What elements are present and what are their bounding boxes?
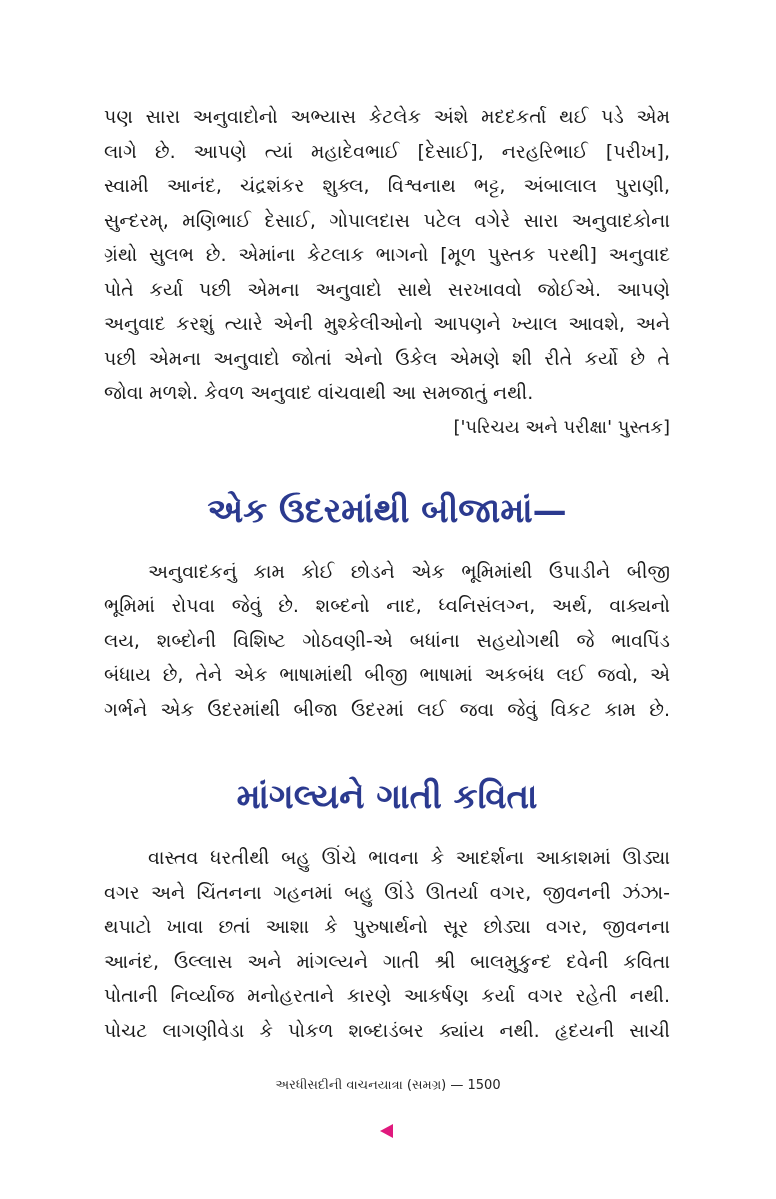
text-line: પણ સારા અનુવાદોનો અભ્યાસ કેટલેક અંશે મદદકર્તા થઈ પડે એમ — [104, 106, 670, 128]
mangalya-paragraph — [104, 841, 670, 1048]
udar-paragraph — [104, 555, 670, 728]
text-line: ગ્રંથો સુલભ છે. એમાંના કેટલાક ભાગનો [મૂળ પુસ્તક પરથી] અનુવાદ — [104, 244, 670, 266]
text-line: ગર્ભને એક ઉદરમાંથી બીજા ઉદરમાં લઈ જવા જેવું વિકટ કામ છે. — [104, 698, 670, 721]
text-line: આનંદ, ઉલ્લાસ અને માંગલ્યને ગાતી શ્રી બાલમુકુન્દ દવેની કવિતા — [104, 950, 670, 973]
text-line: પોતે કર્યા પછી એમના અનુવાદો સાથે સરખાવવો જોઈએ. આપણે — [104, 278, 670, 301]
text-line: થપાટો ખાવા છતાં આશા કે પુરુષાર્થનો સૂર છોડ્યા વગર, જીવનના — [104, 916, 670, 938]
page-body — [104, 100, 670, 1048]
text-line: વગર અને ચિંતનના ગહનમાં બહુ ઊંડે ઊતર્યા વગર, જીવનની ઝંઝા- — [104, 881, 670, 904]
running-footer: અરધીસદીની વાચનયાત્રા (સમગ્ર) — 1500 — [275, 1078, 501, 1093]
text-line: અનુવાદ કરશું ત્યારે એની મુશ્કેલીઓનો આપણને ખ્યાલ આવશે, અને — [104, 313, 670, 335]
text-line: પોચટ લાગણીવેડા કે પોકળ શબ્દાડંબર ક્યાંય નથી. હૃદયની સાચી — [104, 1019, 670, 1042]
section-heading-udar: એક ઉદરમાંથી બીજામાં— — [207, 490, 567, 531]
section-heading-mangalya: માંગલ્યને ગાતી કવિતા — [236, 777, 538, 817]
text-line: પછી એમના અનુવાદો જોતાં એનો ઉકેલ એમણે શી રીતે કર્યો છે તે — [104, 347, 670, 370]
text-line: જોવા મળશે. કેવળ અનુવાદ વાંચવાથી આ સમજાતું નથી. — [104, 382, 534, 404]
text-line: સુન્દરમ્, મણિભાઈ દેસાઈ, ગોપાલદાસ પટેલ વગેરે સારા અનુવાદકોના — [104, 209, 670, 232]
text-line: વાસ્તવ ધરતીથી બહુ ઊંચે ભાવના કે આદર્શના આકાશમાં ઊડ્યા — [148, 847, 670, 869]
text-line: પોતાની નિર્વ્યાજ મનોહરતાને કારણે આકર્ષણ કર્યા વગર રહેતી નથી. — [104, 985, 670, 1007]
source-citation: ['પરિચય અને પરીક્ષા' પુસ્તક] — [453, 416, 670, 438]
text-line: લય, શબ્દોની વિશિષ્ટ ગોઠવણી-એ બધાંના સહયોગથી જે ભાવપિંડ — [104, 629, 670, 652]
text-line: સ્વામી આનંદ, ચંદ્રશંકર શુક્લ, વિશ્વનાથ ભટ્ટ, અંબાલાલ પુરાણી, — [104, 175, 670, 197]
text-line: ભૂમિમાં રોપવા જેવું છે. શબ્દનો નાદ, ધ્વનિસંલગ્ન, અર્થ, વાક્યનો — [104, 595, 670, 617]
text-line: અનુવાદકનું કામ કોઈ છોડને એક ભૂમિમાંથી ઉપાડીને બીજી — [148, 560, 670, 583]
previous-page-triangle-left-icon[interactable] — [380, 1124, 393, 1138]
text-line: બંધાય છે, તેને એક ભાષામાંથી બીજી ભાષામાં અકબંધ લઈ જવો, એ — [104, 664, 670, 686]
intro-paragraph — [104, 100, 670, 411]
text-line: લાગે છે. આપણે ત્યાં મહાદેવભાઈ [દેસાઈ], નરહરિભાઈ [પરીખ], — [104, 140, 670, 163]
